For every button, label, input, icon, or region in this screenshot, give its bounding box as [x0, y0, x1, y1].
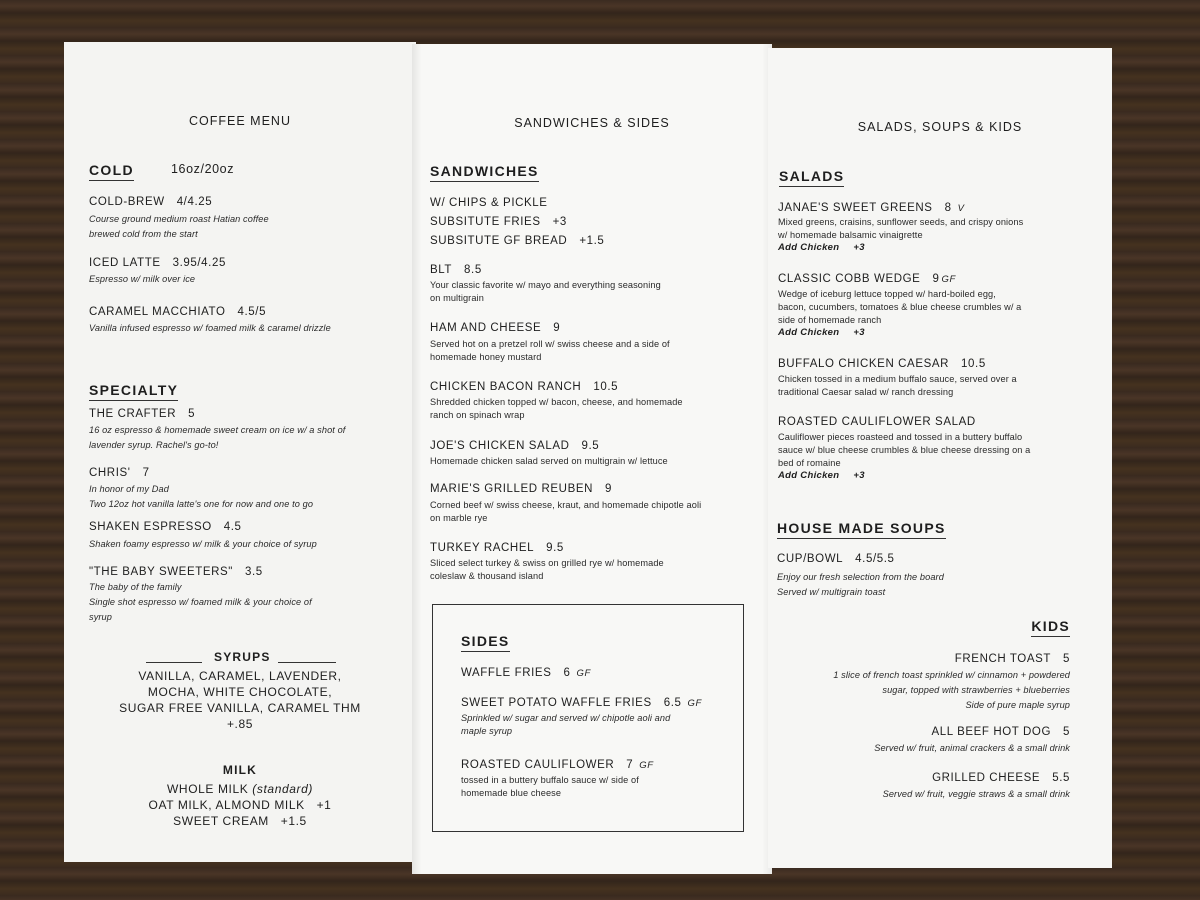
item-description: Sprinkled w/ sugar and served w/ chipotle aoli and maple syrup	[461, 713, 671, 736]
item-description: Served hot on a pretzel roll w/ swiss cheese and a side of homemade honey mustard	[430, 339, 670, 362]
substitute-fries: SUBSITUTE FRIES +3	[430, 216, 567, 228]
item-description: Shredded chicken topped w/ bacon, cheese, and homemade ranch on spinach wrap	[430, 397, 683, 420]
coffee-menu-panel	[64, 42, 416, 862]
item-description: 1 slice of french toast sprinkled w/ cinnamon + powdered sugar, topped with strawberries + blueberries Side of pure maple syrup	[833, 670, 1070, 710]
menu-item-chicken-bacon-ranch: CHICKEN BACON RANCH 10.5	[430, 381, 619, 393]
menu-item-french-toast: FRENCH TOAST 5	[954, 653, 1070, 665]
item-description: Mixed greens, craisins, sunflower seeds, and crispy onions w/ homemade balsamic vinaigrette	[778, 217, 1024, 240]
milk-list: WHOLE MILK (standard) OAT MILK, ALMOND MILK +1 SWEET CREAM +1.5	[148, 782, 332, 828]
panel-title: SANDWICHES & SIDES	[514, 116, 670, 130]
section-heading-kids: KIDS	[1031, 618, 1070, 637]
item-description: Espresso w/ milk over ice	[89, 274, 196, 284]
item-description: The baby of the family Single shot espresso w/ foamed milk & your choice of syrup	[89, 582, 312, 622]
section-heading-sandwiches: SANDWICHES	[430, 163, 539, 182]
section-heading-syrups: SYRUPS	[214, 650, 271, 664]
section-heading-salads: SALADS	[779, 168, 844, 187]
menu-item-all-beef-hot-dog: ALL BEEF HOT DOG 5	[931, 726, 1070, 738]
menu-item-the-baby-sweeters: "THE BABY SWEETERS" 3.5	[89, 566, 263, 578]
item-description: In honor of my Dad Two 12oz hot vanilla latte's one for now and one to go	[89, 484, 314, 509]
menu-item-grilled-cheese: GRILLED CHEESE 5.5	[932, 772, 1070, 784]
item-description: Shaken foamy espresso w/ milk & your choice of syrup	[89, 539, 317, 549]
sandwich-note: W/ CHIPS & PICKLE	[430, 197, 548, 209]
menu-item-turkey-rachel: TURKEY RACHEL 9.5	[430, 542, 564, 554]
section-heading-sides: SIDES	[461, 633, 510, 652]
menu-item-cold-brew: COLD-BREW 4/4.25	[89, 196, 213, 208]
sandwiches-sides-panel	[412, 44, 772, 874]
menu-item-ham-and-cheese: HAM AND CHEESE 9	[430, 322, 561, 334]
item-description: tossed in a buttery buffalo sauce w/ side of homemade blue cheese	[461, 775, 639, 798]
section-heading-specialty: SPECIALTY	[89, 382, 178, 401]
menu-item-sweet-potato-waffle-fries: SWEET POTATO WAFFLE FRIES 6.5 GF	[461, 697, 702, 709]
add-chicken-option: Add Chicken +3	[778, 327, 865, 338]
fold-shadow	[412, 44, 422, 874]
panel-title: COFFEE MENU	[189, 114, 291, 128]
menu-item-buffalo-chicken-caesar: BUFFALO CHICKEN CAESAR 10.5	[778, 358, 986, 370]
sides-box	[432, 604, 744, 832]
item-description: Served w/ fruit, animal crackers & a small drink	[874, 743, 1070, 753]
menu-item-iced-latte: ICED LATTE 3.95/4.25	[89, 257, 226, 269]
menu-item-shaken-espresso: SHAKEN ESPRESSO 4.5	[89, 521, 242, 533]
menu-item-roasted-cauliflower-salad: ROASTED CAULIFLOWER SALAD	[778, 416, 976, 428]
add-chicken-option: Add Chicken +3	[778, 242, 865, 253]
item-description: Your classic favorite w/ mayo and everything seasoning on multigrain	[430, 280, 661, 303]
menu-item-classic-cobb-wedge: CLASSIC COBB WEDGE 9 GF	[778, 273, 956, 285]
item-description: Sliced select turkey & swiss on grilled rye w/ homemade coleslaw & thousand island	[430, 558, 664, 581]
menu-item-roasted-cauliflower: ROASTED CAULIFLOWER 7 GF	[461, 759, 654, 771]
section-heading-milk: MILK	[222, 763, 258, 777]
item-description: Corned beef w/ swiss cheese, kraut, and homemade chipotle aoli on marble rye	[430, 500, 702, 523]
item-description: Served w/ fruit, veggie straws & a small drink	[882, 789, 1070, 799]
menu-item-cup-bowl: CUP/BOWL 4.5/5.5	[777, 553, 895, 565]
salads-soups-kids-panel	[768, 48, 1112, 868]
menu-item-chris: CHRIS' 7	[89, 467, 150, 479]
item-description: Enjoy our fresh selection from the board Served w/ multigrain toast	[777, 572, 944, 597]
menu-item-blt: BLT 8.5	[430, 264, 482, 276]
divider-line	[278, 662, 336, 663]
cold-sizes: 16oz/20oz	[171, 162, 235, 176]
menu-item-janaes-sweet-greens: JANAE'S SWEET GREENS 8 V	[778, 202, 965, 214]
substitute-gf-bread: SUBSITUTE GF BREAD +1.5	[430, 235, 605, 247]
add-chicken-option: Add Chicken +3	[778, 470, 865, 481]
divider-line	[146, 662, 202, 663]
menu-item-waffle-fries: WAFFLE FRIES 6 GF	[461, 667, 591, 679]
menu-item-caramel-macchiato: CARAMEL MACCHIATO 4.5/5	[89, 306, 267, 318]
menu-item-maries-grilled-reuben: MARIE'S GRILLED REUBEN 9	[430, 483, 613, 495]
menu-item-the-crafter: THE CRAFTER 5	[89, 408, 196, 420]
item-description: Vanilla infused espresso w/ foamed milk & caramel drizzle	[89, 323, 331, 333]
menu-item-joes-chicken-salad: JOE'S CHICKEN SALAD 9.5	[430, 440, 600, 452]
item-description: 16 oz espresso & homemade sweet cream on ice w/ a shot of lavender syrup. Rachel's go-to!	[89, 425, 346, 450]
syrup-list: VANILLA, CARAMEL, LAVENDER, MOCHA, WHITE CHOCOLATE, SUGAR FREE VANILLA, CARAMEL THM +.85	[119, 669, 361, 731]
item-description: Course ground medium roast Hatian coffee brewed cold from the start	[89, 214, 269, 239]
panel-title: SALADS, SOUPS & KIDS	[857, 120, 1023, 134]
item-description: Chicken tossed in a medium buffalo sauce, served over a traditional Caesar salad w/ ranch dressing	[778, 374, 1017, 397]
item-description: Wedge of iceburg lettuce topped w/ hard-boiled egg, bacon, cucumbers, tomatoes & blue cheese crumbles w/ a side of homemade ranch	[778, 289, 1022, 325]
section-heading-cold: COLD	[89, 162, 134, 181]
item-description: Cauliflower pieces roasteed and tossed in a buttery buffalo sauce w/ blue cheese crumbles & blue cheese dressing on a bed of romaine	[778, 432, 1031, 468]
item-description: Homemade chicken salad served on multigrain w/ lettuce	[430, 456, 668, 466]
section-heading-house-made-soups: HOUSE MADE SOUPS	[777, 520, 946, 539]
